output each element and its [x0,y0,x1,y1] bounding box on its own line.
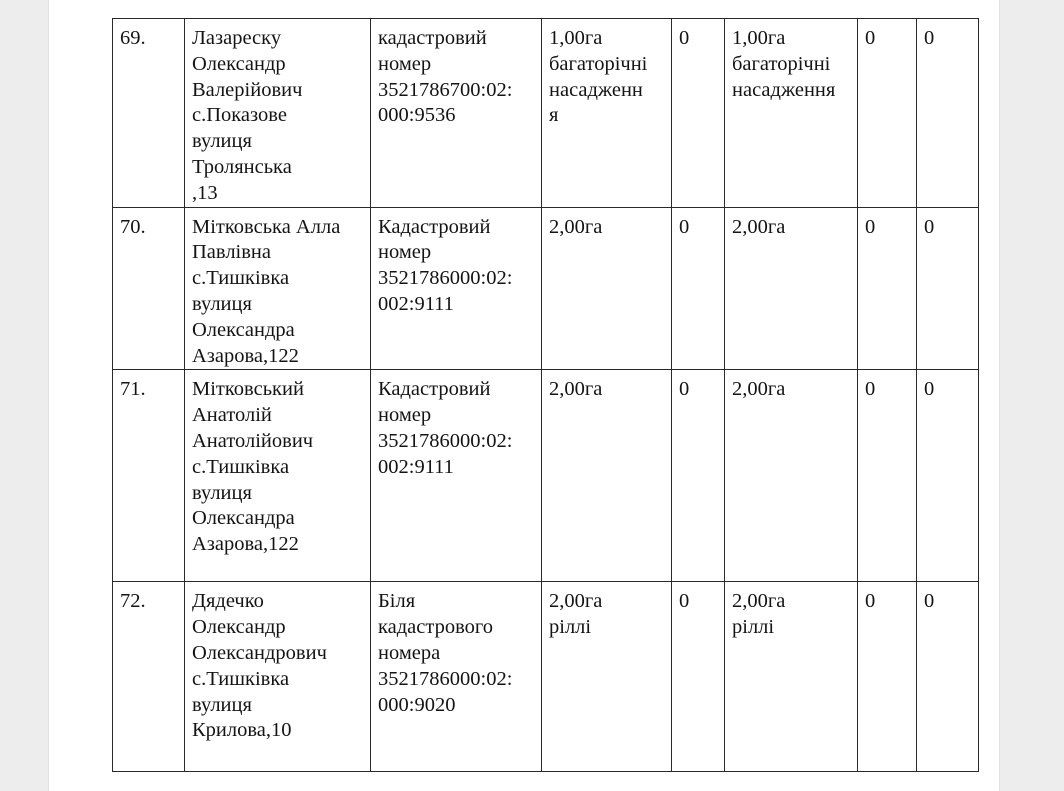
value-cell: 0 [917,207,979,370]
value-cell: 0 [917,370,979,582]
value-cell: 0 [917,582,979,772]
value-cell: 0 [672,370,725,582]
total-area-cell: 2,00га ріллі [542,582,672,772]
cadastral-cell: Біля кадастрового номера 3521786000:02: 000:9020 [371,582,542,772]
row-number: 69. [113,19,185,208]
value-cell: 0 [917,19,979,208]
table-row [113,207,979,370]
page-right-edge [999,0,1000,791]
owner-cell: Лазареску Олександр Валерійович с.Показове вулиця Тролянська ,13 [185,19,371,208]
total-area-cell: 2,00га [542,370,672,582]
owner-cell: Мітковський Анатолій Анатолійович с.Тишківка вулиця Олександра Азарова,122 [185,370,371,582]
table-row [113,370,979,582]
value-cell: 0 [672,582,725,772]
total-area-cell: 2,00га [542,207,672,370]
used-area-cell: 2,00га [725,370,858,582]
owner-cell: Мітковська Алла Павлівна с.Тишківка вулиця Олександра Азарова,122 [185,207,371,370]
cadastral-cell: Кадастровий номер 3521786000:02: 002:9111 [371,207,542,370]
used-area-cell: 2,00га [725,207,858,370]
used-area-cell: 1,00га багаторічні насадження [725,19,858,208]
used-area-cell: 2,00га ріллі [725,582,858,772]
cadastral-cell: кадастровий номер 3521786700:02: 000:9536 [371,19,542,208]
value-cell: 0 [858,207,917,370]
table-row [113,582,979,772]
land-plots-table [112,18,979,772]
owner-cell: Дядечко Олександр Олександрович с.Тишківка вулиця Крилова,10 [185,582,371,772]
row-number: 70. [113,207,185,370]
cadastral-cell: Кадастровий номер 3521786000:02: 002:9111 [371,370,542,582]
page-left-edge [48,0,49,791]
row-number: 71. [113,370,185,582]
value-cell: 0 [672,207,725,370]
row-number: 72. [113,582,185,772]
value-cell: 0 [858,582,917,772]
value-cell: 0 [858,19,917,208]
value-cell: 0 [672,19,725,208]
table-row [113,19,979,208]
total-area-cell: 1,00га багаторічні насадженн я [542,19,672,208]
value-cell: 0 [858,370,917,582]
